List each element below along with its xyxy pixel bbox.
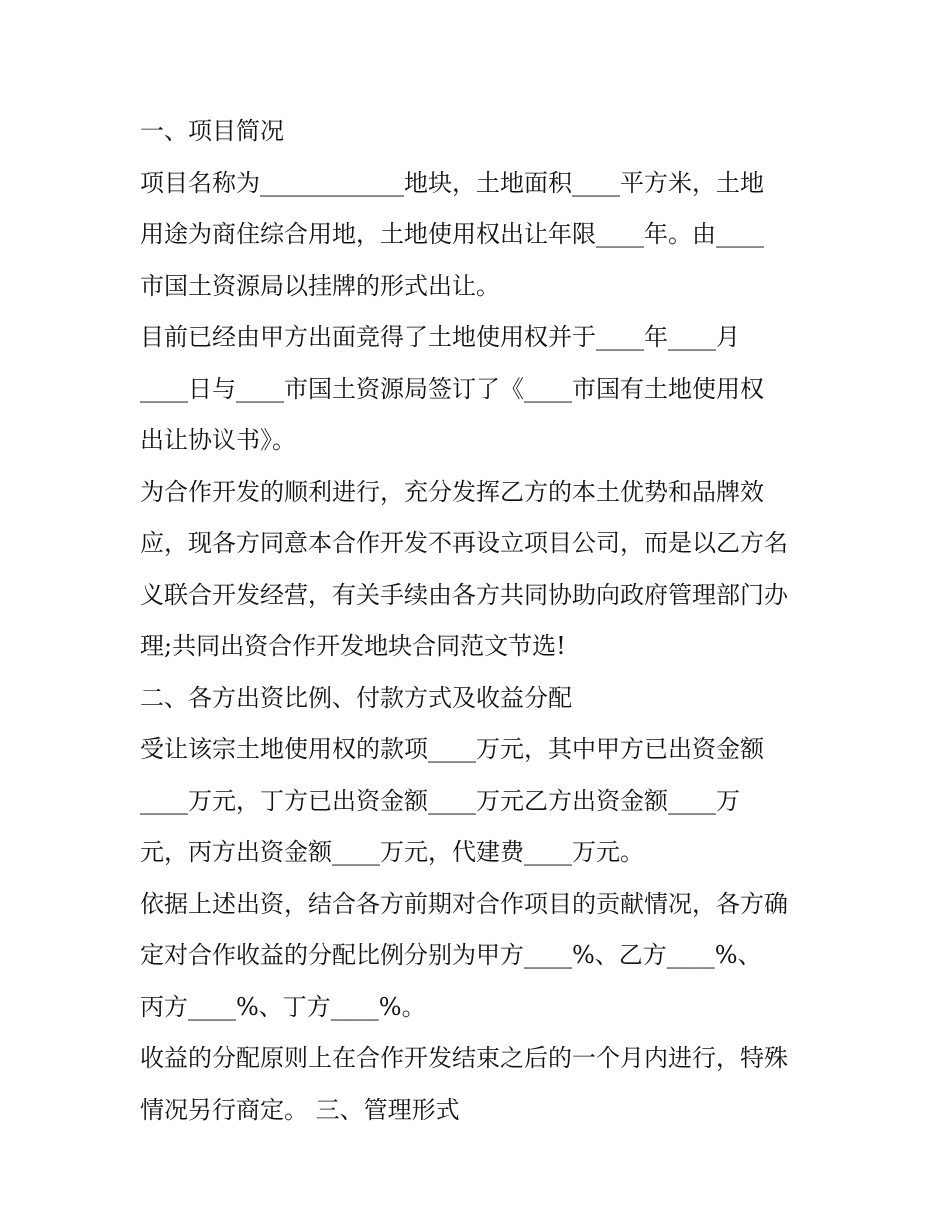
paragraph-line: 情况另行商定。 三、管理形式 <box>140 1095 460 1124</box>
paragraph-line: 应，现各方同意本合作开发不再设立项目公司，而是以乙方名 <box>140 529 788 557</box>
section-heading-1: 一、项目简况 <box>140 117 284 145</box>
paragraph-line: 理;共同出资合作开发地块合同范文节选! <box>140 632 566 660</box>
paragraph-line: ____万元，丁方已出资金额____万元乙方出资金额____万 <box>140 786 740 815</box>
paragraph-line: 目前已经由甲方出面竞得了土地使用权并于____年____月 <box>140 323 740 351</box>
paragraph-line: 用途为商住综合用地，土地使用权出让年限____年。由____ <box>140 220 764 248</box>
document-page <box>140 106 820 1136</box>
paragraph-line: 项目名称为____________地块，土地面积____平方米，土地 <box>140 168 764 197</box>
paragraph-line: 义联合开发经营，有关手续由各方共同协助向政府管理部门办 <box>140 580 788 609</box>
paragraph-line: 丙方____%、丁方____%。 <box>140 992 426 1021</box>
paragraph-line: 收益的分配原则上在合作开发结束之后的一个月内进行，特殊 <box>140 1044 788 1072</box>
paragraph-line: 定对合作收益的分配比例分别为甲方____%、乙方____%、 <box>140 941 762 969</box>
paragraph-line: 依据上述出资，结合各方前期对合作项目的贡献情况，各方确 <box>140 889 788 918</box>
paragraph-line: 受让该宗土地使用权的款项____万元，其中甲方已出资金额 <box>140 735 764 763</box>
paragraph-line: 出让协议书》。 <box>140 426 296 454</box>
paragraph-line: 市国土资源局以挂牌的形式出让。 <box>140 271 500 300</box>
section-heading-2: 二、各方出资比例、付款方式及收益分配 <box>140 683 572 712</box>
paragraph-line: 元，丙方出资金额____万元，代建费____万元。 <box>140 838 644 866</box>
paragraph-line: 为合作开发的顺利进行，充分发挥乙方的本土优势和品牌效 <box>140 477 764 506</box>
paragraph-line: ____日与____市国土资源局签订了《____市国有土地使用权 <box>140 374 764 403</box>
